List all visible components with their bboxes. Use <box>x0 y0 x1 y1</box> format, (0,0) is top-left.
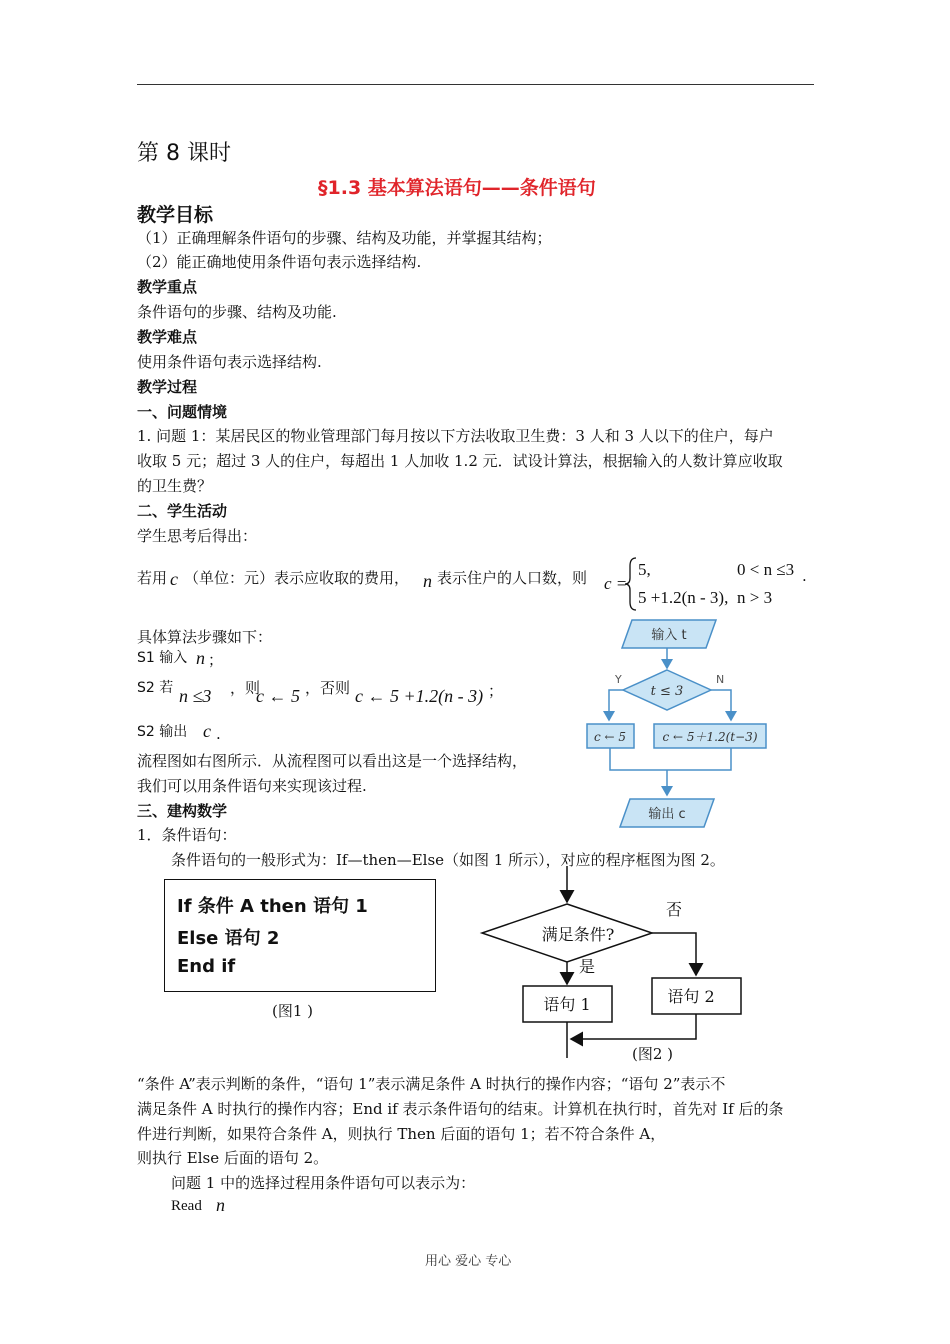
figure1-line1: If 条件 A then 语句 1 <box>177 896 368 917</box>
figure2-flowchart <box>474 862 744 1062</box>
difficulty-title: 教学难点 <box>137 328 198 346</box>
figure1-line3: End if <box>177 956 236 977</box>
flow-text-line2: 我们可以用条件语句来实现该过程. <box>137 777 367 795</box>
flow1-right-label: c ← 5＋1.2(t−3) <box>662 730 758 744</box>
section1-title: 一、问题情境 <box>137 403 228 421</box>
flow1-right-process <box>654 724 766 748</box>
page-title: §1.3 基本算法语句——条件语句 <box>318 177 596 199</box>
step2-expr1: c ← 5 <box>256 686 300 706</box>
step1-label: S1 输入 <box>137 650 188 666</box>
section3-title: 三、建构数学 <box>137 802 228 820</box>
flow1-output-label: 输出 c <box>648 807 686 822</box>
piecewise-value-2: 5 +1.2(n - 3), <box>638 588 729 607</box>
header-rule <box>137 84 814 85</box>
flow1-output-node <box>620 799 714 827</box>
fig2-decision-label: 满足条件? <box>541 925 615 944</box>
flow1-left-label: c ← 5 <box>593 730 627 744</box>
difficulty-text: 使用条件语句表示选择结构. <box>137 353 322 371</box>
fig2-statement1 <box>523 986 612 1022</box>
formula-mid1: （单位：元）表示应收取的费用， <box>184 569 410 587</box>
step1-var: n <box>196 648 205 668</box>
step2-else: ，否则 <box>305 679 351 697</box>
explain-line4: 则执行 Else 后面的语句 2。 <box>137 1149 329 1167</box>
step2-then: ，则 <box>230 679 261 697</box>
piecewise-end: . <box>802 567 807 585</box>
piecewise-value-1: 5, <box>638 560 651 579</box>
steps-title: 具体算法步骤如下： <box>137 628 273 646</box>
flow1-decision-node <box>623 670 711 710</box>
key-title: 教学重点 <box>137 278 198 296</box>
step2-expr2: c ← 5 +1.2(n - 3) <box>355 686 484 706</box>
formula-var-n: n <box>423 571 432 591</box>
figure1-code-box <box>164 879 436 992</box>
step3-var: c <box>203 721 211 741</box>
page-footer: 用心 爱心 专心 <box>425 1254 512 1269</box>
fig2-statement1-label: 语句 1 <box>543 995 591 1014</box>
flow1-no-label: N <box>716 673 725 686</box>
formula-var-c: c <box>170 569 178 589</box>
read-var: n <box>216 1195 225 1215</box>
explain-line3: 件进行判断，如果符合条件 A，则执行 Then 后面的语句 1；若不符合条件 A， <box>137 1125 666 1143</box>
section2-text: 学生思考后得出： <box>137 527 258 545</box>
step1-end: ； <box>208 651 224 669</box>
section3-item1: 1．条件语句： <box>137 826 237 844</box>
explain-line5: 问题 1 中的选择过程用条件语句可以表示为： <box>171 1174 476 1192</box>
flow1-yes-label: Y <box>615 673 622 686</box>
step3-end: . <box>216 725 221 743</box>
figure1-line2: Else 语句 2 <box>177 928 280 949</box>
objective-1: （1）正确理解条件语句的步骤、结构及功能，并掌握其结构； <box>137 229 552 247</box>
section1-text-line3: 的卫生费？ <box>137 477 213 495</box>
step2-end: ； <box>488 682 504 700</box>
key-text: 条件语句的步骤、结构及功能. <box>137 303 337 321</box>
formula-prefix: 若用 <box>137 569 168 587</box>
formula-mid2: 表示住户的人口数，则 <box>437 569 588 587</box>
piecewise-cond-1: 0 < n ≤3 <box>737 560 795 579</box>
figure1-caption: (图1 ) <box>272 1002 314 1020</box>
piecewise-brace <box>624 556 638 612</box>
process-title: 教学过程 <box>137 378 198 396</box>
fig2-statement2 <box>652 978 741 1014</box>
objectives-title: 教学目标 <box>137 204 214 226</box>
explain-line2: 满足条件 A 时执行的操作内容；End if 表示条件语句的结束。计算机在执行时，首先对 If 后的条 <box>137 1100 784 1118</box>
flowchart-problem1 <box>570 612 800 834</box>
fig2-yes-label: 是 <box>579 957 596 976</box>
objective-2: （2）能正确地使用条件语句表示选择结构. <box>137 253 422 271</box>
flow1-input-label: 输入 t <box>651 628 687 643</box>
step2-cond: n ≤3 <box>179 686 212 706</box>
lesson-heading: 第 8 课时 <box>137 141 231 166</box>
explain-line1: “条件 A”表示判断的条件，“语句 1”表示满足条件 A 时执行的操作内容；“语句 2”表示不 <box>137 1075 726 1093</box>
figure2-caption: (图2 ) <box>632 1045 674 1063</box>
read-keyword: Read <box>171 1198 202 1214</box>
section1-text-line1: 1. 问题 1：某居民区的物业管理部门每月按以下方法收取卫生费：3 人和 3 人以下的住户，每户 <box>137 427 774 445</box>
fig2-statement2-label: 语句 2 <box>667 987 715 1006</box>
flow1-decision-label: t ≤ 3 <box>650 684 684 699</box>
piecewise-cond-2: n > 3 <box>737 588 773 607</box>
flow1-input-node <box>622 620 716 648</box>
step3-label: S2 输出 <box>137 724 188 740</box>
fig2-no-label: 否 <box>666 900 683 919</box>
section2-title: 二、学生活动 <box>137 502 228 520</box>
piecewise-lhs: c = <box>604 574 628 593</box>
section1-text-line2: 收取 5 元；超过 3 人的住户，每超出 1 人加收 1.2 元．试设计算法，根据输入的人数计算应收取 <box>137 452 783 470</box>
flow-text-line1: 流程图如右图所示．从流程图可以看出这是一个选择结构， <box>137 752 528 770</box>
step2-label: S2 若 <box>137 680 174 696</box>
section3-form-text: 条件语句的一般形式为：If—then—Else（如图 1 所示），对应的程序框图为图 2。 <box>171 851 725 869</box>
fig2-decision-node <box>482 904 652 962</box>
flow1-left-process <box>587 724 634 748</box>
